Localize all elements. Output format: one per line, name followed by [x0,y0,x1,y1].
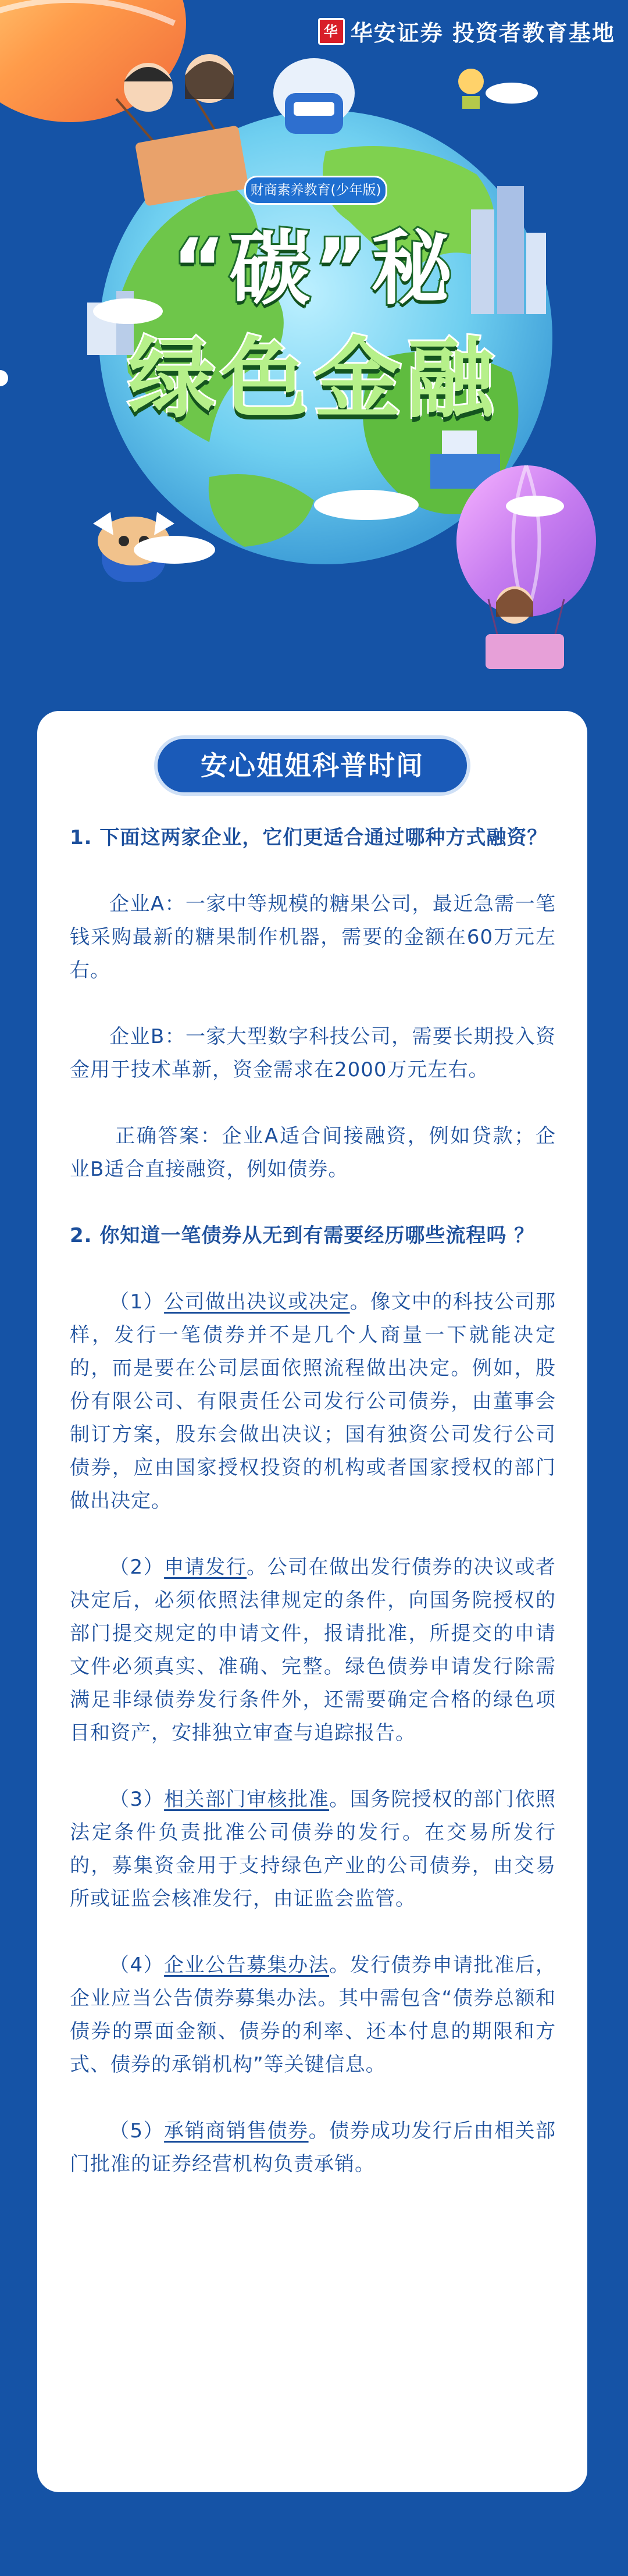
step-text: 。公司在做出发行债券的决议或者决定后，必须依照法律规定的条件，向国务院授权的部门提交规定的申请文件，报请批准，所提交的申请文件必须真实、准确、完整。绿色债券申请发行除需满足非绿债券发行条件外，还需要确定合格的绿色项目和资产，安排独立审查与追踪报告。 [70,1556,556,1745]
step-number: （1） [109,1290,165,1314]
step-title: 承销商销售债券 [164,2119,309,2143]
step-2 [70,1551,556,1750]
hero-title-line1: “碳”秘 [172,222,456,316]
step-text: 。像文中的科技公司那样，发行一笔债券并不是几个人商量一下就能决定的，而是要在公司层面依照流程做出决定。例如，股份有限公司、有限责任公司发行公司债券，由董事会制订方案，股东会做出决议；国有独资公司发行公司债券，应由国家授权投资的机构或者国家授权的部门做出决定。 [70,1290,556,1513]
answer-text: 正确答案：企业A适合间接融资，例如贷款；企业B适合直接融资，例如债券。 [70,1125,556,1181]
step-title: 企业公告募集办法 [164,1954,330,1977]
step-text: 。发行债券申请批准后，企业应当公告债券募集办法。其中需包含“债券总额和债券的票面金额、债券的利率、还本付息的期限和方式、债券的承销机构”等关键信息。 [70,1954,556,2076]
train-icon [273,58,355,134]
step-number: （4） [109,1954,165,1977]
step-4 [70,1949,556,2082]
step-text: 。国务院授权的部门依照法定条件负责批准公司债券的发行。在交易所发行的，募集资金用于支持绿色产业的公司债券，由交易所或证监会核准发行，由证监会监管。 [70,1788,556,1910]
step-number: （3） [109,1788,165,1811]
step-title: 公司做出决议或决定 [164,1290,350,1314]
step-title: 申请发行 [164,1556,247,1579]
step-number: （2） [109,1556,165,1579]
brand-logo [318,15,615,47]
series-badge: 财商素养教育(少年版) [244,176,387,205]
small-balloon-icon [458,69,484,109]
hero-title-line2: 绿色金融 [127,329,500,430]
company-a-text: 企业A：一家中等规模的糖果公司，最近急需一笔钱采购最新的糖果制作机器，需要的金额在60万元左右。 [70,892,556,982]
brand-name: 华安证券 投资者教育基地 [350,20,615,46]
company-b-text: 企业B：一家大型数字科技公司，需要长期投入资金用于技术革新，资金需求在2000万元左右。 [70,1025,556,1081]
question-1: 1. 下面这两家企业，它们更适合通过哪种方式融资？ [70,826,548,849]
article-body [70,821,556,2214]
step-3 [70,1783,556,1916]
content-card [37,711,587,2492]
step-number: （5） [109,2119,165,2143]
seal-icon: 华 [318,18,345,45]
question-2: 2. 你知道一笔债券从无到有需要经历哪些流程吗 ？ [70,1224,535,1247]
step-5 [70,2115,556,2181]
step-text: 。债券成功发行后由相关部门批准的证券经营机构负责承销。 [70,2119,556,2176]
hero-banner [0,0,628,698]
step-title: 相关部门审核批准 [164,1788,330,1811]
card-header: 安心姐姐科普时间 [158,739,467,792]
balloon-right [456,465,596,669]
step-1 [70,1286,556,1518]
